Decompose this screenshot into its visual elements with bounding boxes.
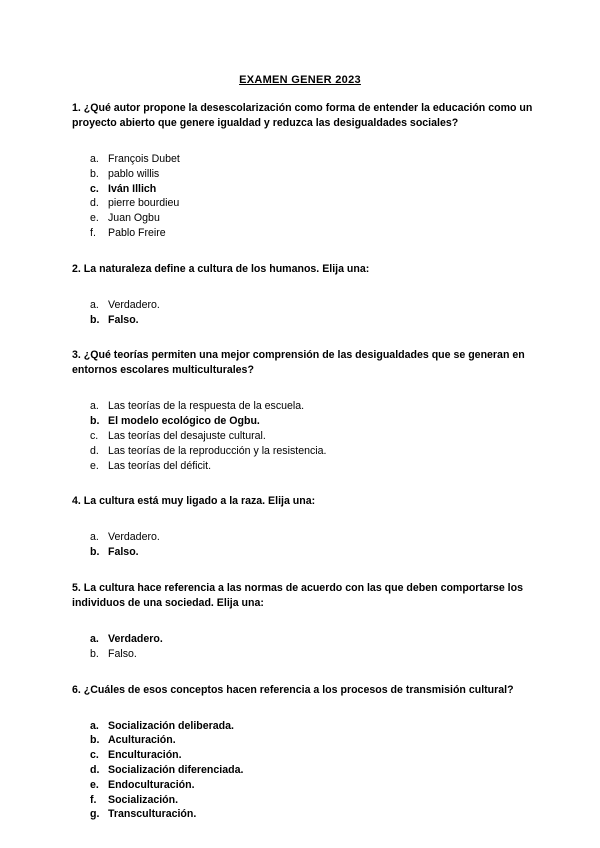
option-letter: a. bbox=[90, 632, 99, 645]
question-text: 5. La cultura hace referencia a las normas de acuerdo con las que deben comportarse los individuos de una sociedad. Elija una: bbox=[72, 581, 523, 609]
question-block bbox=[72, 683, 542, 823]
option-text: Verdadero. bbox=[108, 531, 160, 544]
answer-option bbox=[72, 733, 542, 748]
option-text: Enculturación. bbox=[108, 749, 182, 762]
option-letter: b. bbox=[90, 415, 100, 428]
answer-options bbox=[72, 152, 542, 241]
question-block bbox=[72, 494, 542, 560]
answer-option bbox=[72, 167, 542, 182]
answer-options bbox=[72, 632, 542, 662]
answer-option bbox=[72, 530, 542, 545]
answer-option bbox=[72, 793, 542, 808]
question-block bbox=[72, 348, 542, 473]
answer-option bbox=[72, 778, 542, 793]
option-text: Falso. bbox=[108, 546, 139, 559]
question-text: 2. La naturaleza define a cultura de los humanos. Elija una: bbox=[72, 262, 370, 275]
answer-option bbox=[72, 545, 542, 560]
answer-option bbox=[72, 444, 542, 459]
option-text: Iván Illich bbox=[108, 182, 157, 195]
option-letter: c. bbox=[90, 182, 99, 195]
option-letter: e. bbox=[90, 459, 99, 472]
option-text: François Dubet bbox=[108, 153, 180, 165]
answer-option bbox=[72, 719, 542, 734]
answer-options bbox=[72, 399, 542, 473]
option-letter: b. bbox=[90, 546, 100, 559]
answer-option bbox=[72, 152, 542, 167]
option-text: Las teorías de la respuesta de la escuela. bbox=[108, 400, 305, 413]
option-text: Falso. bbox=[108, 313, 139, 326]
option-text: Endoculturación. bbox=[108, 778, 195, 791]
option-letter: a. bbox=[90, 719, 99, 732]
option-letter: b. bbox=[90, 167, 99, 180]
question-text: 3. ¿Qué teorías permiten una mejor comprensión de las desigualdades que se generan en entornos escolares multiculturales? bbox=[72, 349, 525, 377]
option-letter: g. bbox=[90, 808, 100, 821]
option-text: Las teorías del desajuste cultural. bbox=[108, 429, 266, 442]
option-letter: d. bbox=[90, 763, 100, 776]
answer-option bbox=[72, 414, 542, 429]
answer-option bbox=[72, 313, 542, 328]
option-text: Las teorías de la reproducción y la resistencia. bbox=[108, 444, 327, 457]
question-block bbox=[72, 101, 542, 241]
answer-option bbox=[72, 647, 542, 662]
option-text: Verdadero. bbox=[108, 298, 160, 311]
answer-option bbox=[72, 807, 542, 822]
answer-option bbox=[72, 763, 542, 778]
question-text: 1. ¿Qué autor propone la desescolarización como forma de entender la educación como un proyecto abierto que genere igualdad y reduzca las desigualdades sociales? bbox=[72, 102, 533, 129]
option-letter: c. bbox=[90, 749, 99, 762]
answer-option bbox=[72, 429, 542, 444]
question-block bbox=[72, 262, 542, 328]
answer-option bbox=[72, 748, 542, 763]
option-letter: f. bbox=[90, 226, 96, 239]
document-title: EXAMEN GENER 2023 bbox=[239, 74, 361, 86]
answer-options bbox=[72, 530, 542, 560]
question-text: 6. ¿Cuáles de esos conceptos hacen referencia a los procesos de transmisión cultural? bbox=[72, 683, 514, 696]
option-letter: a. bbox=[90, 531, 99, 544]
option-text: Falso. bbox=[108, 647, 137, 660]
option-letter: c. bbox=[90, 429, 99, 442]
option-text: Socialización. bbox=[108, 793, 179, 806]
question-block bbox=[72, 581, 542, 662]
option-text: Aculturación. bbox=[108, 734, 176, 747]
option-text: Pablo Freire bbox=[108, 226, 166, 239]
option-text: pablo willis bbox=[108, 167, 160, 180]
option-text: pierre bourdieu bbox=[108, 197, 180, 210]
option-text: Transculturación. bbox=[108, 808, 197, 821]
option-letter: b. bbox=[90, 734, 100, 747]
option-text: Socialización deliberada. bbox=[108, 719, 234, 732]
answer-option bbox=[72, 298, 542, 313]
option-text: Las teorías del déficit. bbox=[108, 459, 212, 472]
option-text: Verdadero. bbox=[108, 632, 163, 645]
answer-options bbox=[72, 298, 542, 328]
option-text: El modelo ecológico de Ogbu. bbox=[108, 415, 260, 428]
option-letter: b. bbox=[90, 313, 100, 326]
answer-options bbox=[72, 719, 542, 823]
option-letter: e. bbox=[90, 212, 99, 225]
option-letter: a. bbox=[90, 400, 99, 413]
option-text: Socialización diferenciada. bbox=[108, 763, 244, 776]
option-letter: d. bbox=[90, 197, 99, 210]
option-letter: d. bbox=[90, 444, 99, 457]
option-letter: a. bbox=[90, 298, 99, 311]
answer-option bbox=[72, 196, 542, 211]
answer-option bbox=[72, 226, 542, 241]
answer-option bbox=[72, 632, 542, 647]
answer-option bbox=[72, 182, 542, 197]
option-letter: e. bbox=[90, 778, 99, 791]
answer-option bbox=[72, 211, 542, 226]
question-text: 4. La cultura está muy ligado a la raza. Elija una: bbox=[72, 495, 316, 508]
question-list bbox=[72, 101, 542, 843]
answer-option bbox=[72, 459, 542, 474]
answer-option bbox=[72, 399, 542, 414]
option-text: Juan Ogbu bbox=[108, 212, 160, 225]
option-letter: b. bbox=[90, 647, 99, 660]
option-letter: f. bbox=[90, 793, 97, 806]
option-letter: a. bbox=[90, 153, 99, 165]
